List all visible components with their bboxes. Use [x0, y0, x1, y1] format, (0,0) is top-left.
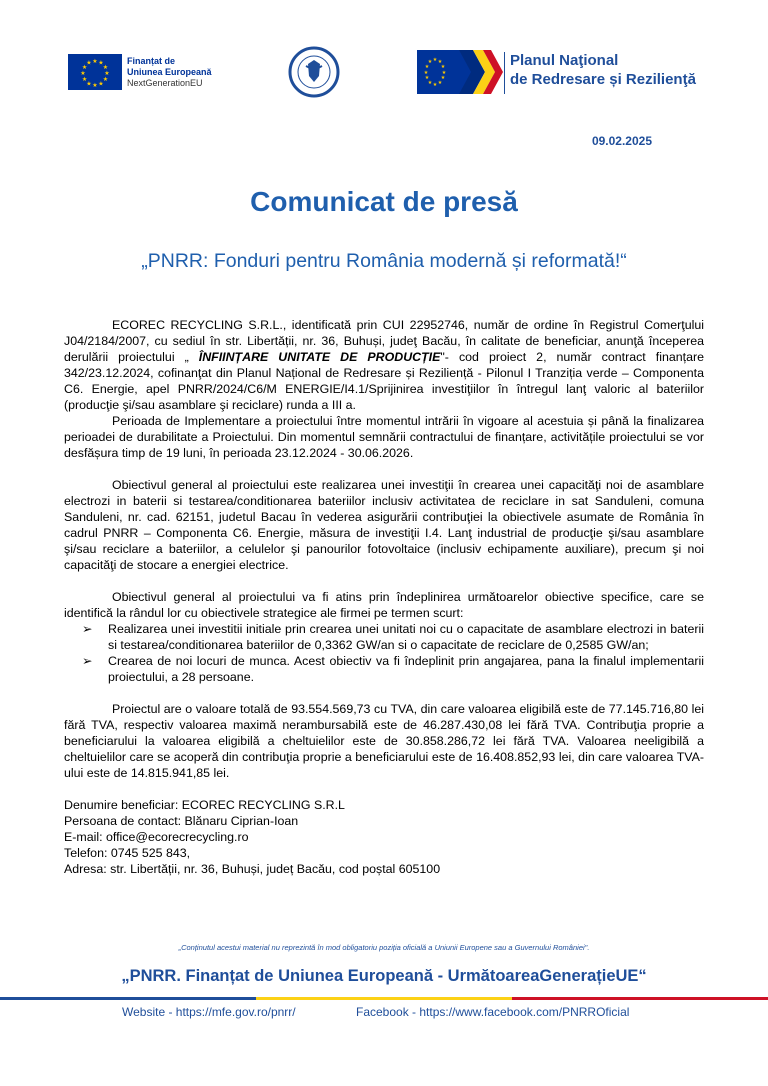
svg-text:★: ★ [104, 70, 110, 77]
svg-text:★: ★ [81, 76, 88, 83]
footer-tricolor-bar [0, 997, 768, 1000]
romanian-government-seal [288, 46, 340, 98]
footer-disclaimer: „Conținutul acestui material nu reprezintă în mod obligatoriu poziția oficială a Uniunii Europene sau a Guvernului României". [178, 943, 590, 952]
paragraph-implementation-period: Perioada de Implementare a proiectului între momentul intrării în vigoare al acestuia și până la finalizarea perioadei de durabilitate a Proiectului. Din momentul semnării contractului de finanțare, activitățile proiectului se vor desfășura timp de 19 luni, în perioada 23.12.2024 - 30.06.2026. [64, 414, 704, 460]
svg-text:★: ★ [427, 59, 433, 65]
svg-text:★: ★ [92, 82, 98, 89]
paragraph-specific-objectives: Obiectivul general al proiectului va fi atins prin îndeplinirea următoarelor obiective specifice, care se identifică la rândul lor cu obiectivele strategice ale firmei pe termen scurt: [64, 590, 704, 620]
svg-text:★: ★ [432, 57, 438, 63]
paragraph-intro [64, 317, 704, 413]
intro-text-b: "- cod proiect 2, număr contract finanțare 342/23.12.2024, cofinanţat din Planul Național de Redresare și Reziliență - Pilonul I Tranziția verde – Componenta C6. Energie, apel PNRR/2024/C6/M ENERGIE/I4.1/Sprijinirea investiţiilor în întregul lanţ valoric al bateriilor (producţie şi/sau asamblare şi reciclare) runda a III a. [64, 350, 704, 412]
eu-funding-label [127, 56, 212, 89]
objectives-list [64, 621, 704, 685]
pnrr-title-line2: de Redresare și Rezilienţă [510, 71, 696, 88]
contact-phone: Telefon: 0745 525 843, [64, 846, 191, 860]
press-release-date: 09.02.2025 [591, 134, 652, 148]
svg-text:★: ★ [437, 59, 443, 65]
arrow-bullet-icon: ➢ [82, 654, 93, 668]
pnrr-title-line1: Planul Naţional [510, 52, 619, 69]
paragraph-general-objective: Obiectivul general al proiectului este realizarea unei investiţii în crearea unei capacităţi noi de asamblare electrozi in baterii si testarea/conditionarea bateriilor inclusiv activitatea de reciclare in sat Sanduleni, comuna Sanduleni, nr. cad. 62151, judetul Bacau în vederea asigurării contribuţiei la obiectivele asumate de România în cadrul PNRR – Componenta C6. Energie, măsura de investiţii I.4. Lanţ industrial de producţie şi/sau asamblare şi/sau reciclare a bateriilor, a celulelor şi panourilor fotovoltaice (inclusiv echipamente auxiliare), precum şi noi capacităţi de stocare a energiei electrice. [64, 478, 704, 572]
svg-text:★: ★ [81, 64, 88, 71]
project-name: ÎNFIINȚARE UNITATE DE PRODUCȚIE [198, 350, 441, 364]
pnrr-divider [504, 52, 505, 94]
page-title: Comunicat de presă [250, 186, 518, 217]
list-item [64, 653, 704, 685]
facebook-link[interactable]: Facebook - https://www.facebook.com/PNRROficial [356, 1005, 630, 1019]
svg-text:★: ★ [440, 75, 446, 81]
list-item [64, 621, 704, 653]
contact-beneficiary: Denumire beneficiar: ECOREC RECYCLING S.R.L [64, 798, 345, 812]
svg-text:★: ★ [423, 70, 429, 76]
eu-label-line2: Uniunea Europeană [127, 67, 212, 77]
footer-slogan: „PNRR. Finanțat de Uniunea Europeană - UrmătoareaGenerațieUE“ [121, 967, 647, 985]
eu-label-line3: NextGenerationEU [127, 78, 203, 88]
contact-person: Persoana de contact: Blănaru Ciprian-Ioan [64, 814, 299, 828]
svg-text:★: ★ [427, 80, 433, 86]
svg-text:★: ★ [424, 75, 430, 81]
eu-flag-logo [68, 54, 122, 90]
svg-text:★: ★ [441, 70, 447, 76]
svg-text:★: ★ [98, 80, 104, 88]
website-link[interactable]: Website - https://mfe.gov.ro/pnrr/ [122, 1005, 296, 1019]
press-release-body [64, 317, 704, 877]
svg-text:★: ★ [424, 64, 430, 70]
eu-label-line1: Finanțat de [127, 56, 176, 66]
intro-text-a: ECOREC RECYCLING S.R.L., identificată prin CUI 22952746, număr de ordine în Registrul Comerţului J04/2184/2007, cu sediul în str. Libertății, nr. 36, Buhuși, judeţ Bacău, în calitate de beneficiar, anunţă începerea derulării proiectului „ [64, 318, 704, 364]
pnrr-title [510, 51, 696, 89]
page-subtitle: „PNRR: Fonduri pentru România modernă și reformată!“ [141, 250, 627, 272]
contact-email[interactable]: E-mail: office@ecorecrecycling.ro [64, 830, 249, 844]
svg-text:★: ★ [98, 59, 104, 67]
svg-text:★: ★ [86, 59, 92, 67]
objective-text: Realizarea unei investitii initiale prin crearea unei unitati noi cu o capacitate de asamblare electrozi in baterii si testarea/conditionarea bateriilor de 0,3362 GW/an si o capacitate de reciclare de 0,2585 GW/an; [108, 622, 704, 652]
svg-text:★: ★ [102, 76, 109, 83]
objective-text: Crearea de noi locuri de munca. Acest obiectiv va fi îndeplinit prin angajarea, pana la finalul implementarii proiectului, a 28 persoane. [108, 654, 704, 684]
svg-text:★: ★ [437, 80, 443, 86]
paragraph-project-value: Proiectul are o valoare totală de 93.554.569,73 cu TVA, din care valoarea eligibilă este de 77.145.716,80 lei fără TVA, respectiv valoarea maximă nerambursabilă este de 46.287.430,08 lei fără TVA. Contribuţia proprie a beneficiarului la valoarea eligibilă a cheltuielilor este de 30.858.286,72 lei fără TVA. Valoarea neeligibilă a cheltuielilor care se acoperă din contribuţia proprie a beneficiarului este de 16.408.852,93 lei, din care valoarea TVA-ului este de 14.815.941,85 lei. [64, 702, 704, 780]
svg-text:★: ★ [86, 80, 92, 88]
pnrr-logo [417, 50, 503, 94]
svg-text:★: ★ [102, 64, 109, 71]
svg-text:★: ★ [80, 70, 86, 77]
arrow-bullet-icon: ➢ [82, 622, 93, 636]
svg-text:★: ★ [432, 82, 438, 88]
contact-address: Adresa: str. Libertății, nr. 36, Buhuși, județ Bacău, cod poștal 605100 [64, 862, 441, 876]
svg-text:★: ★ [92, 58, 98, 65]
header [0, 46, 768, 102]
svg-text:★: ★ [440, 64, 446, 70]
